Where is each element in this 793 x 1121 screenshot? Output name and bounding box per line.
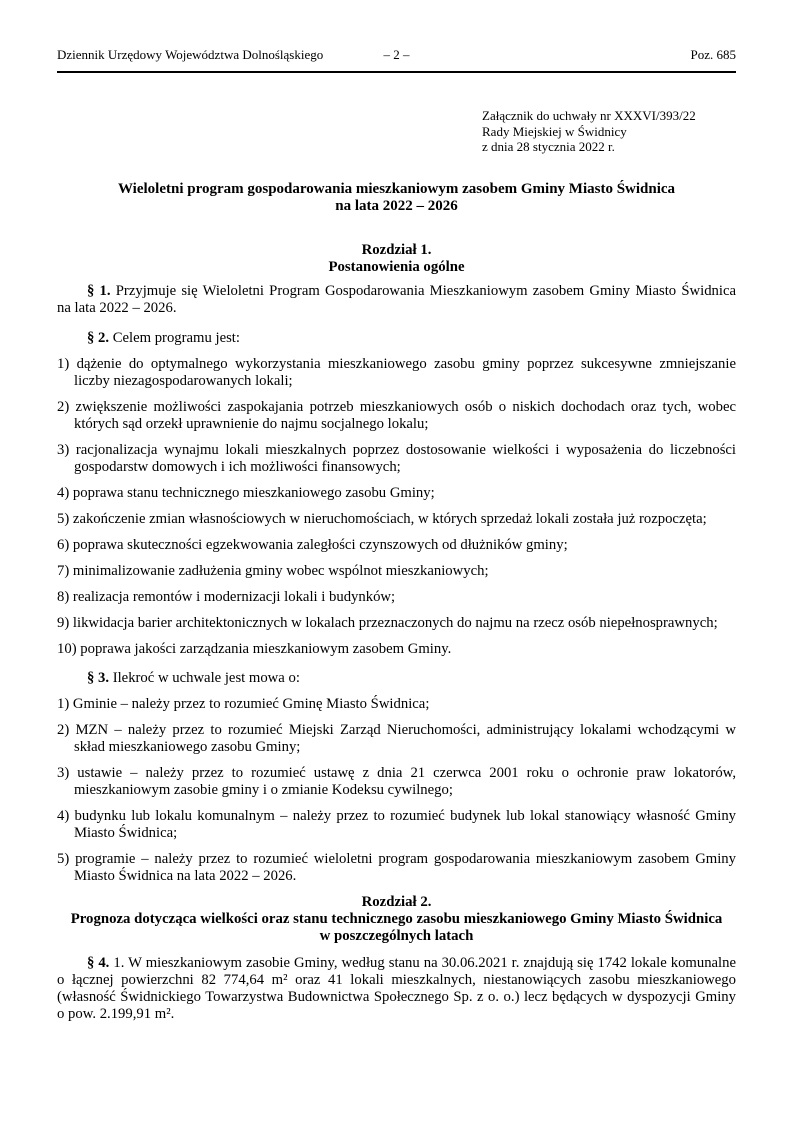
list-item xyxy=(57,356,736,390)
list-item xyxy=(57,485,736,502)
chapter-1-name: Postanowienia ogólne xyxy=(328,258,465,275)
list-item-text: MZN – należy przez to rozumieć Miejski Zarząd Nieruchomości, administrujący lokalami wchodzącymi w skład mieszkaniowego zasobu Gminy; xyxy=(74,721,737,755)
list-item xyxy=(57,589,736,606)
paragraph-3-label: § 3. xyxy=(87,669,110,686)
position-number: Poz. 685 xyxy=(690,47,736,62)
list-item xyxy=(57,722,736,756)
paragraph-2-label: § 2. xyxy=(87,329,110,346)
list-item-number: 1) xyxy=(57,355,70,372)
list-item-text: zakończenie zmian własnościowych w nieruchomościach, w których sprzedaż lokali została już rozpoczęta; xyxy=(72,510,707,527)
chapter-1-number: Rozdział 1. xyxy=(361,241,432,258)
attachment-line: z dnia 28 stycznia 2022 r. xyxy=(482,139,615,154)
paragraph-1-text: Przyjmuje się Wieloletni Program Gospodarowania Mieszkaniowym zasobem Gminy Miasto Świdnica na lata 2022 – 2026. xyxy=(57,282,737,316)
list-item-number: 5) xyxy=(57,510,70,527)
list-item-text: Gminie – należy przez to rozumieć Gminę Miasto Świdnica; xyxy=(72,695,430,712)
list-item-text: poprawa jakości zarządzania mieszkaniowym zasobem Gminy. xyxy=(80,640,452,657)
chapter-2-number: Rozdział 2. xyxy=(361,893,432,910)
list-item-number: 4) xyxy=(57,807,70,824)
list-item-text: realizacja remontów i modernizacji lokali i budynków; xyxy=(72,588,396,605)
journal-header xyxy=(57,0,736,73)
list-item-number: 1) xyxy=(57,695,70,712)
journal-title: Dziennik Urzędowy Województwa Dolnośląskiego xyxy=(57,47,324,62)
list-item xyxy=(57,537,736,554)
list-item-text: poprawa stanu technicznego mieszkaniowego zasobu Gminy; xyxy=(72,484,435,501)
list-item-number: 9) xyxy=(57,614,70,631)
chapter-1-heading xyxy=(57,242,736,276)
paragraph-1 xyxy=(57,283,736,317)
list-item xyxy=(57,808,736,842)
paragraph-3 xyxy=(57,670,736,687)
document-title xyxy=(57,181,736,216)
list-item xyxy=(57,696,736,713)
list-item-text: programie – należy przez to rozumieć wieloletni program gospodarowania mieszkaniowym zasobem Gminy Miasto Świdnica na lata 2022 – 2026. xyxy=(74,850,736,884)
page-number: – 2 – xyxy=(383,47,410,62)
paragraph-2 xyxy=(57,330,736,347)
list-item-text: zwiększenie możliwości zaspokajania potrzeb mieszkaniowych osób o niskich dochodach oraz tych, wobec których sąd orzekł uprawnienie do najmu socjalnego lokalu; xyxy=(74,398,736,432)
list-item-number: 5) xyxy=(57,850,70,867)
attachment-block xyxy=(482,108,736,155)
list-item xyxy=(57,615,736,632)
list-item-text: minimalizowanie zadłużenia gminy wobec wspólnot mieszkaniowych; xyxy=(72,562,489,579)
list-item-number: 6) xyxy=(57,536,70,553)
list-item-number: 3) xyxy=(57,764,70,781)
document-title-line: na lata 2022 – 2026 xyxy=(335,198,458,214)
list-item-number: 7) xyxy=(57,562,70,579)
paragraph-4 xyxy=(57,955,736,1023)
list-item-number: 2) xyxy=(57,398,70,415)
paragraph-2-text: Celem programu jest: xyxy=(112,329,240,346)
list-item-number: 8) xyxy=(57,588,70,605)
list-item xyxy=(57,765,736,799)
list-item-number: 3) xyxy=(57,441,70,458)
chapter-2-name-line: w poszczególnych latach xyxy=(319,927,474,944)
paragraph-4-text: 1. W mieszkaniowym zasobie Gminy, według stanu na 30.06.2021 r. znajdują się 1742 lokale komunalne o łącznej powierzchni 82 774,64 m² oraz 41 lokali mieszkalnych, niestanowiących zasobu mieszkaniowego (własność Świdnickiego Towarzystwa Budownictwa Społecznego Sp. z o. o.) lecz będących w dyspozycji Gminy o pow. 2.199,91 m². xyxy=(57,954,736,1022)
list-item-text: dążenie do optymalnego wykorzystania mieszkaniowego zasobu gminy poprzez sukcesywne zmniejszanie liczby niezagospodarowanych lokali; xyxy=(74,355,736,389)
paragraph-1-label: § 1. xyxy=(87,282,111,299)
list-item-text: racjonalizacja wynajmu lokali mieszkalnych poprzez dostosowanie wielkości i wyposażenia do liczebności gospodarstw domowych i ich możliwości finansowych; xyxy=(74,441,737,475)
chapter-2-heading xyxy=(57,894,736,945)
chapter-2-name-line: Prognoza dotycząca wielkości oraz stanu technicznego zasobu mieszkaniowego Gminy Miasto Świdnica xyxy=(70,910,723,927)
list-item xyxy=(57,399,736,433)
list-item-number: 10) xyxy=(57,640,77,657)
list-item xyxy=(57,563,736,580)
attachment-line: Załącznik do uchwały nr XXXVI/393/22 xyxy=(482,108,696,123)
list-item-number: 4) xyxy=(57,484,70,501)
list-item-text: ustawie – należy przez to rozumieć ustawę z dnia 21 czerwca 2001 roku o ochronie praw lokatorów, mieszkaniowym zasobie gminy i o zmianie Kodeksu cywilnego; xyxy=(74,764,737,798)
paragraph-4-label: § 4. xyxy=(87,954,110,971)
list-item-text: poprawa skuteczności egzekwowania zaległości czynszowych od dłużników gminy; xyxy=(72,536,568,553)
list-item xyxy=(57,511,736,528)
document-title-line: Wieloletni program gospodarowania mieszkaniowym zasobem Gminy Miasto Świdnica xyxy=(117,180,676,197)
list-item-text: likwidacja barier architektonicznych w lokalach przeznaczonych do najmu na rzecz osób niepełnosprawnych; xyxy=(72,614,718,631)
list-item xyxy=(57,442,736,476)
list-item xyxy=(57,851,736,885)
list-item-number: 2) xyxy=(57,721,70,738)
paragraph-3-text: Ilekroć w uchwale jest mowa o: xyxy=(112,669,300,686)
attachment-line: Rady Miejskiej w Świdnicy xyxy=(482,123,627,139)
list-item xyxy=(57,641,736,658)
list-item-text: budynku lub lokalu komunalnym – należy przez to rozumieć budynek lub lokal stanowiący własność Gminy Miasto Świdnica; xyxy=(74,807,737,841)
